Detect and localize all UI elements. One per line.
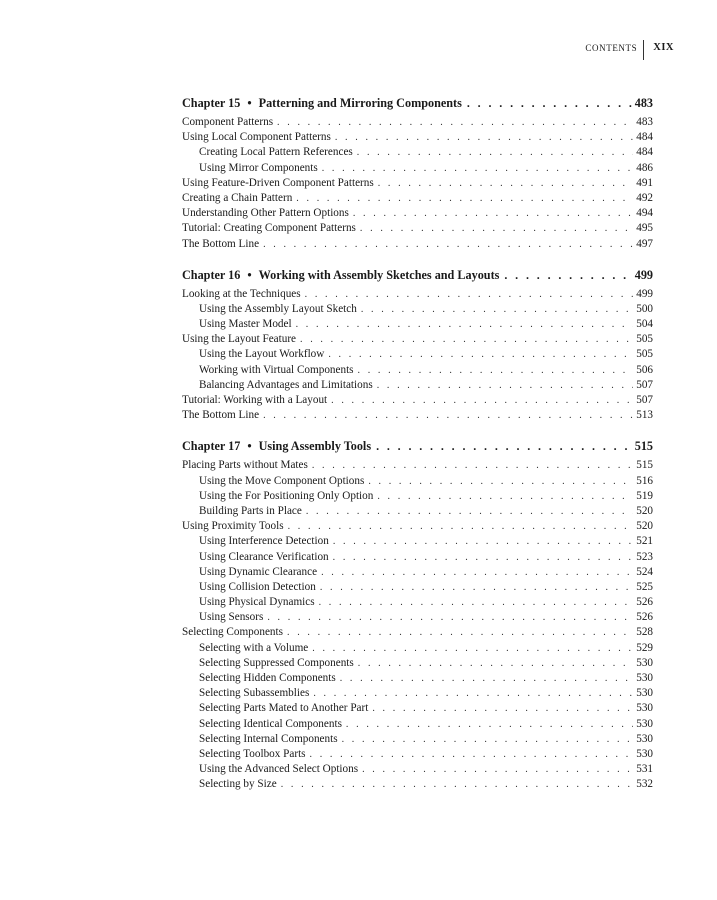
entry-title: Tutorial: Working with a Layout [182,394,328,406]
entry-page-number: 505 [636,333,653,346]
entry-page-number: 526 [636,596,653,609]
entry-page-number: 521 [636,535,653,548]
entry-title: Using Master Model [199,318,292,331]
toc-subentry[interactable] [182,363,653,378]
toc-entry[interactable] [182,130,653,145]
chapter-page-number: 499 [634,267,653,282]
entry-page-number: 530 [636,747,653,760]
entry-page-number: 532 [636,778,653,791]
entry-title: Using Collision Detection [199,580,316,593]
entry-page-number: 526 [636,611,653,624]
entry-title: Using Feature-Driven Component Patterns [182,176,374,189]
entry-page-number: 530 [636,717,653,730]
toc-subentry[interactable] [182,580,653,595]
entry-page-number: 486 [636,161,653,174]
entry-page-number: 530 [636,672,653,684]
dot-leader [331,393,633,408]
toc-entry[interactable] [182,287,653,302]
entry-title: Working with Virtual Components [199,363,354,376]
table-of-contents [182,94,653,807]
chapter-heading[interactable] [182,266,653,284]
entry-page-number: 529 [636,641,653,654]
entry-title: Selecting Internal Components [199,732,338,745]
dot-leader [376,437,633,455]
chapter-bullet: • [247,96,252,110]
toc-subentry[interactable] [182,701,653,716]
entry-title: Placing Parts without Mates [182,459,308,472]
entry-title: Selecting Toolbox Parts [199,747,306,760]
chapter-page-number: 483 [634,96,653,110]
entry-page-number: 495 [636,222,653,235]
chapter-section [182,437,653,792]
entry-page-number: 516 [636,474,653,487]
dot-leader [342,732,634,747]
dot-leader [322,161,634,176]
toc-subentry[interactable] [182,671,653,686]
dot-leader [267,610,633,625]
entry-title: Component Patterns [182,116,274,128]
running-head-page-number: XIX [653,42,674,53]
dot-leader [368,474,633,489]
entry-page-number: 499 [636,287,653,300]
toc-subentry[interactable] [182,347,653,362]
entry-page-number: 484 [636,146,653,159]
toc-subentry[interactable] [182,534,653,549]
entry-page-number: 531 [636,763,653,776]
entry-title: Tutorial: Creating Component Patterns [182,222,356,235]
chapter-number: Chapter 16 [182,267,241,282]
entry-title: Using Sensors [199,611,264,624]
entry-title: Selecting Subassemblies [199,687,310,700]
entry-title: Selecting Parts Mated to Another Part [199,702,369,715]
dot-leader [372,701,633,716]
entry-page-number: 506 [636,363,653,376]
toc-subentry[interactable] [182,686,653,701]
entry-page-number: 530 [636,702,653,715]
toc-subentry[interactable] [182,610,653,625]
entry-title: Using Mirror Components [199,161,318,174]
entry-title: The Bottom Line [182,237,260,250]
dot-leader [319,595,634,610]
dot-leader [296,317,634,332]
chapter-heading[interactable] [182,94,653,112]
dot-leader [310,747,634,762]
toc-entry[interactable] [182,393,653,408]
entry-page-number: 504 [636,318,653,331]
toc-subentry[interactable] [182,302,653,317]
toc-subentry[interactable] [182,489,653,504]
toc-entry[interactable] [182,458,653,473]
toc-subentry[interactable] [182,641,653,656]
entry-page-number: 484 [636,131,653,144]
entry-title: Creating a Chain Pattern [182,191,293,204]
dot-leader [361,302,633,317]
toc-subentry[interactable] [182,317,653,332]
toc-subentry[interactable] [182,656,653,671]
entry-title: Using Interference Detection [199,535,329,548]
entry-page-number: 507 [636,378,653,391]
chapter-bullet: • [247,439,252,454]
chapter-heading[interactable] [182,437,653,455]
chapter-bullet: • [247,267,252,282]
entry-page-number: 523 [636,550,653,563]
chapter-title: Patterning and Mirroring Components [258,96,462,110]
toc-subentry[interactable] [182,378,653,393]
dot-leader [320,580,633,595]
entry-title: Using Proximity Tools [182,520,284,533]
entry-page-number: 520 [636,520,653,533]
dot-leader [263,237,633,252]
toc-subentry[interactable] [182,732,653,747]
dot-leader [467,94,633,112]
entry-page-number: 505 [636,348,653,361]
running-head-section: CONTENTS [585,43,638,53]
toc-entry[interactable] [182,519,653,534]
dot-leader [321,565,633,580]
toc-subentry[interactable] [182,474,653,489]
dot-leader [306,504,633,519]
dot-leader [340,671,633,686]
entry-title: Using the Layout Workflow [199,348,325,361]
entry-title: Selecting by Size [199,778,277,791]
toc-subentry[interactable] [182,145,653,160]
dot-leader [360,221,633,236]
toc-subentry[interactable] [182,565,653,580]
dot-leader [378,176,634,191]
toc-entry[interactable] [182,625,653,640]
dot-leader [300,332,633,347]
toc-entry[interactable] [182,115,653,130]
toc-entry[interactable] [182,176,653,191]
entry-title: Creating Local Pattern References [199,146,353,159]
dot-leader [504,266,632,284]
dot-leader [312,458,633,473]
dot-leader [353,206,633,221]
dot-leader [377,489,633,504]
toc-subentry[interactable] [182,161,653,176]
dot-leader [335,130,633,145]
entry-page-number: 491 [636,176,653,189]
chapter-number: Chapter 17 [182,439,241,454]
entry-title: Using Dynamic Clearance [199,565,318,578]
entry-title: Selecting Identical Components [199,717,342,730]
toc-subentry[interactable] [182,550,653,565]
entry-page-number: 513 [636,409,653,422]
entry-title: Looking at the Techniques [182,287,301,300]
entry-page-number: 528 [636,626,653,639]
dot-leader [333,550,634,565]
toc-entry[interactable] [182,221,653,236]
entry-page-number: 500 [636,302,653,315]
dot-leader [377,378,634,393]
entry-page-number: 520 [636,504,653,517]
chapter-page-number: 515 [634,439,653,454]
entry-title: Selecting with a Volume [199,641,309,654]
toc-entry[interactable] [182,332,653,347]
entry-page-number: 530 [636,732,653,745]
entry-title: Selecting Hidden Components [199,672,336,684]
entry-title: Using Local Component Patterns [182,131,331,144]
running-head [585,40,674,62]
dot-leader [281,777,634,792]
toc-entry[interactable] [182,237,653,252]
entry-title: Selecting Suppressed Components [199,656,354,669]
entry-title: Using Physical Dynamics [199,596,315,609]
entry-title: Building Parts in Place [199,504,302,517]
toc-subentry[interactable] [182,762,653,777]
entry-title: Using the Advanced Select Options [199,763,359,776]
toc-entry[interactable] [182,408,653,423]
entry-page-number: 494 [636,207,653,220]
toc-subentry[interactable] [182,595,653,610]
chapter-section [182,94,653,252]
dot-leader [305,287,634,302]
entry-page-number: 497 [636,237,653,250]
dot-leader [357,145,633,160]
entry-page-number: 524 [636,565,653,578]
entry-page-number: 530 [636,687,653,700]
chapter-title: Working with Assembly Sketches and Layouts [258,267,500,282]
toc-entry[interactable] [182,191,653,206]
dot-leader [333,534,633,549]
dot-leader [358,656,633,671]
toc-subentry[interactable] [182,777,653,792]
entry-title: Understanding Other Pattern Options [182,207,349,220]
entry-page-number: 507 [636,394,653,406]
chapter-section [182,266,653,424]
toc-subentry[interactable] [182,504,653,519]
dot-leader [358,363,634,378]
entry-page-number: 519 [636,489,653,502]
entry-page-number: 530 [636,656,653,669]
dot-leader [277,115,633,130]
dot-leader [263,408,633,423]
toc-subentry[interactable] [182,717,653,732]
dot-leader [346,717,633,732]
entry-title: Selecting Components [182,626,283,639]
entry-title: The Bottom Line [182,409,260,422]
entry-title: Using the Move Component Options [199,474,365,487]
entry-title: Using the For Positioning Only Option [199,489,374,502]
entry-page-number: 515 [636,459,653,472]
entry-page-number: 525 [636,580,653,593]
dot-leader [362,762,633,777]
dot-leader [312,641,633,656]
dot-leader [313,686,633,701]
dot-leader [288,519,634,534]
dot-leader [287,625,633,640]
toc-subentry[interactable] [182,747,653,762]
entry-title: Using Clearance Verification [199,550,329,563]
entry-page-number: 492 [636,191,653,204]
toc-entry[interactable] [182,206,653,221]
entry-title: Using the Assembly Layout Sketch [199,302,357,315]
chapter-title: Using Assembly Tools [258,439,372,454]
chapter-number: Chapter 15 [182,96,241,110]
dot-leader [296,191,633,206]
entry-page-number: 483 [636,116,653,128]
dot-leader [328,347,633,362]
entry-title: Using the Layout Feature [182,333,297,346]
entry-title: Balancing Advantages and Limitations [199,378,373,391]
